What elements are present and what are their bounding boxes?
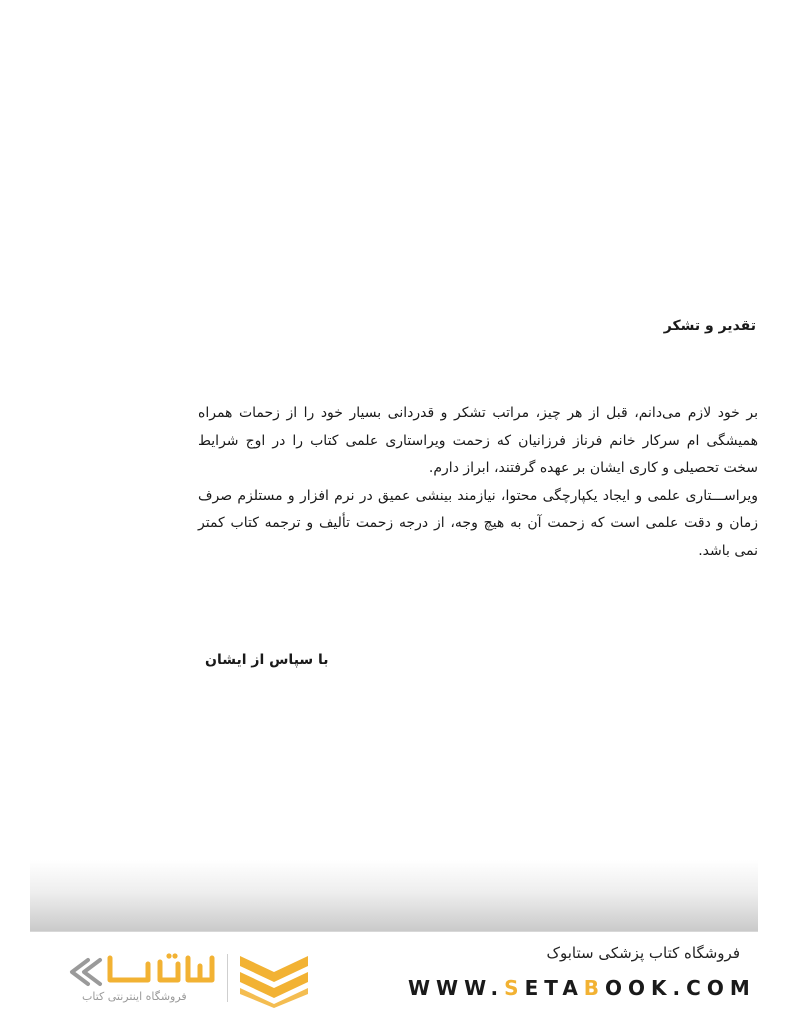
logo-subtitle: فروشگاه اینترنتی کتاب — [82, 990, 187, 1003]
url-part-1: WWW. — [408, 976, 505, 1000]
store-name: فروشگاه کتاب پزشکی ستابوک — [546, 944, 740, 962]
chevron-logo-icon — [238, 950, 310, 1008]
paragraph-2: ویراســـتاری علمی و ایجاد یکپارچگی محتوا، نیازمند بینشی عمیق در نرم افزار و مستلزم صرف زمان و دقت علمی است که زحمت آن به هیچ وجه، از درجه زحمت تألیف و ترجمه کتاب کمتر نمی باشد. — [198, 487, 758, 559]
closing-line — [205, 652, 505, 668]
url-part-4: B — [583, 976, 606, 1000]
url-part-3: ETA — [524, 976, 584, 1000]
url-part-5: OOK.COM — [605, 976, 756, 1000]
setabook-wordmark-icon — [66, 950, 218, 990]
url-part-2: S — [504, 976, 525, 1000]
paragraph-1: بر خود لازم می‌دانم، قبل از هر چیز، مراتب تشکر و قدردانی بسیار خود را از زحمات همراه همیشگی ام سرکار خانم فرناز فرزانیان که زحمت ویراستاری علمی کتاب را در اوج شرایط سخت تحصیلی و کاری ایشان بر عهده گرفتند، ابراز دارم. — [198, 405, 758, 476]
footer-divider — [30, 931, 758, 932]
closing-text: با سپاس از ایشان — [205, 652, 329, 668]
footer-shadow — [30, 860, 758, 932]
page-heading: تقدیر و تشکر — [663, 318, 756, 334]
logo-divider — [227, 954, 228, 1002]
store-url[interactable] — [408, 976, 756, 1000]
body-text — [198, 400, 758, 565]
